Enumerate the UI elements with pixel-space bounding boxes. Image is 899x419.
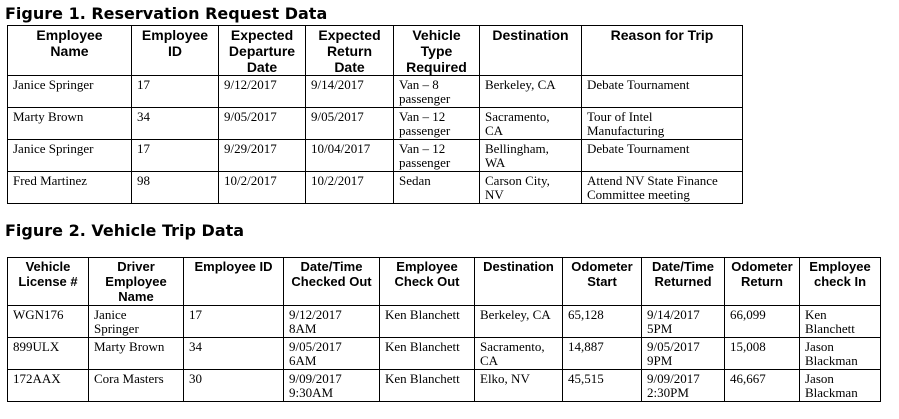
table-header-row	[8, 26, 743, 76]
table-cell: 15,008	[725, 338, 800, 370]
table-cell: 9/05/2017	[306, 108, 394, 140]
table-cell: Van – 12 passenger	[394, 140, 480, 172]
table-cell: Sacramento, CA	[480, 108, 582, 140]
table-cell: Carson City, NV	[480, 172, 582, 204]
table-cell: Attend NV State Finance Committee meeting	[582, 172, 743, 204]
column-header-employee-check-out: Employee Check Out	[380, 258, 475, 306]
column-header-employee-id: Employee ID	[184, 258, 284, 306]
table-cell: Cora Masters	[89, 370, 184, 402]
table-cell: Ken Blanchett	[380, 306, 475, 338]
table-cell: 10/2/2017	[219, 172, 306, 204]
table-cell: Debate Tournament	[582, 76, 743, 108]
table-cell: 34	[184, 338, 284, 370]
table-cell: 17	[132, 76, 219, 108]
table-cell: 17	[184, 306, 284, 338]
table-cell: Sacramento, CA	[475, 338, 563, 370]
table-row	[8, 370, 881, 402]
table-cell: 14,887	[563, 338, 642, 370]
column-header-destination: Destination	[475, 258, 563, 306]
table-cell: Ken Blanchett	[380, 338, 475, 370]
table-cell: 46,667	[725, 370, 800, 402]
column-header-reason-for-trip: Reason for Trip	[582, 26, 743, 76]
column-header-odometer-return: Odometer Return	[725, 258, 800, 306]
table-cell: Tour of Intel Manufacturing	[582, 108, 743, 140]
table-cell: 66,099	[725, 306, 800, 338]
table-cell: Berkeley, CA	[475, 306, 563, 338]
column-header-expected-return-date: Expected Return Date	[306, 26, 394, 76]
table-cell: Janice Springer	[89, 306, 184, 338]
table-cell: 10/2/2017	[306, 172, 394, 204]
table-cell: 9/14/2017	[306, 76, 394, 108]
reservation-request-table	[7, 25, 743, 204]
column-header-vehicle-license: Vehicle License #	[8, 258, 89, 306]
table-cell: 9/05/2017 9PM	[642, 338, 725, 370]
table-cell: Fred Martinez	[8, 172, 132, 204]
table-row	[8, 108, 743, 140]
table-row	[8, 140, 743, 172]
table-cell: Bellingham, WA	[480, 140, 582, 172]
figure-1-title: Figure 1. Reservation Request Data	[5, 4, 328, 23]
table-cell: 9/05/2017 6AM	[284, 338, 380, 370]
table-cell: 65,128	[563, 306, 642, 338]
table-cell: 9/05/2017	[219, 108, 306, 140]
table-cell: Jason Blackman	[800, 338, 881, 370]
table-cell: Janice Springer	[8, 140, 132, 172]
table-cell: 899ULX	[8, 338, 89, 370]
column-header-date-time-returned: Date/Time Returned	[642, 258, 725, 306]
table-cell: 10/04/2017	[306, 140, 394, 172]
table-cell: Berkeley, CA	[480, 76, 582, 108]
column-header-destination: Destination	[480, 26, 582, 76]
table-cell: 172AAX	[8, 370, 89, 402]
table-cell: Van – 8 passenger	[394, 76, 480, 108]
column-header-vehicle-type-required: Vehicle Type Required	[394, 26, 480, 76]
table-cell: Debate Tournament	[582, 140, 743, 172]
table-cell: 9/09/2017 9:30AM	[284, 370, 380, 402]
table-cell: WGN176	[8, 306, 89, 338]
table-cell: Ken Blanchett	[800, 306, 881, 338]
table-cell: 9/09/2017 2:30PM	[642, 370, 725, 402]
table-cell: 45,515	[563, 370, 642, 402]
figure-2-title: Figure 2. Vehicle Trip Data	[5, 221, 245, 240]
table-cell: Marty Brown	[8, 108, 132, 140]
table-cell: 17	[132, 140, 219, 172]
column-header-driver-employee-name: Driver Employee Name	[89, 258, 184, 306]
table-cell: 34	[132, 108, 219, 140]
table-cell: 30	[184, 370, 284, 402]
column-header-employee-name: Employee Name	[8, 26, 132, 76]
table-cell: Elko, NV	[475, 370, 563, 402]
table-cell: 9/29/2017	[219, 140, 306, 172]
column-header-date-time-checked-out: Date/Time Checked Out	[284, 258, 380, 306]
table-cell: Marty Brown	[89, 338, 184, 370]
table-cell: 9/14/2017 5PM	[642, 306, 725, 338]
column-header-employee-check-in: Employee check In	[800, 258, 881, 306]
column-header-odometer-start: Odometer Start	[563, 258, 642, 306]
table-row	[8, 172, 743, 204]
table-cell: 9/12/2017 8AM	[284, 306, 380, 338]
column-header-employee-id: Employee ID	[132, 26, 219, 76]
table-row	[8, 306, 881, 338]
table-cell: Van – 12 passenger	[394, 108, 480, 140]
table-cell: Janice Springer	[8, 76, 132, 108]
table-row	[8, 76, 743, 108]
table-cell: 9/12/2017	[219, 76, 306, 108]
table-cell: Sedan	[394, 172, 480, 204]
table-cell: Ken Blanchett	[380, 370, 475, 402]
table-cell: 98	[132, 172, 219, 204]
column-header-expected-departure-date: Expected Departure Date	[219, 26, 306, 76]
table-row	[8, 338, 881, 370]
table-cell: Jason Blackman	[800, 370, 881, 402]
vehicle-trip-table	[7, 257, 881, 402]
table-header-row	[8, 258, 881, 306]
